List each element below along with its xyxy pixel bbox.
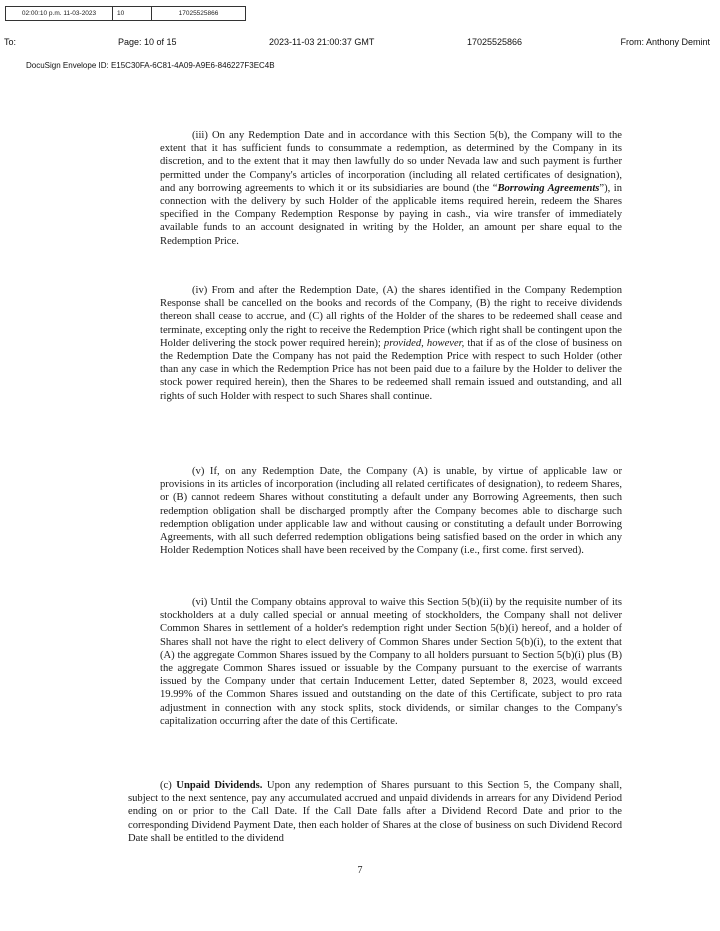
fax-timestamp: 2023-11-03 21:00:37 GMT bbox=[269, 37, 375, 47]
defined-term-borrowing-agreements: Borrowing Agreements bbox=[497, 182, 600, 194]
paragraph-iii: (iii) On any Redemption Date and in accordance with this Section 5(b), the Company will to the extent that it has sufficient funds to consummate a redemption, as determined by the Company in its discretion, and to the extent that it may then lawfully do so under Nevada law and such payment is further permitted under the Company's articles of incorporation (including all related certificates of designation), and any borrowing agreements to which it or its subsidiaries are bound (the “Borrowing Agreements”), in connection with the delivery by such Holder of the applicable items required herein, redeem the Shares specified in the Company Redemption Response by paying in cash., via wire transfer of immediately available funds to an account designated in writing by the Holder, an amount per share equal to the Redemption Price. bbox=[160, 130, 622, 247]
page-number: 7 bbox=[357, 865, 363, 876]
paragraph-v: (v) If, on any Redemption Date, the Company (A) is unable, by virtue of applicable law or provisions in its articles of incorporation (including all related certificates of designation), to redeem Shares, or (B) cannot redeem Shares without constituting a default under any Borrowing Agreements, then such redemption obligation shall be discharged promptly after the Company becomes able to discharge such redemption obligation under applicable law and without causing or constituting a default under Borrowing Agreements, with all such deferred redemption obligations being satisfied based on the order in which any Holder Redemption Notices shall have been received by the Company (i.e., first come. first served). bbox=[160, 466, 622, 557]
fax-number: 17025525866 bbox=[178, 10, 219, 17]
docusign-envelope-id: DocuSign Envelope ID: E15C30FA-6C81-4A09-A9E6-846227F3EC4B bbox=[26, 61, 275, 70]
fax-page-number: 10 bbox=[113, 7, 152, 20]
section-heading: Unpaid Dividends. bbox=[176, 780, 263, 791]
fax-page-of: Page: 10 of 15 bbox=[118, 37, 177, 47]
paragraph-iv: (iv) From and after the Redemption Date, (A) the shares identified in the Company Redemption Response shall be cancelled on the books and records of the Company, (B) the right to receive dividends thereon shall cease to accrue, and (C) all rights of the Holder of the shares to be redeemed shall cease and terminate, excepting only the right to receive the Redemption Price (which right shall be contingent upon the Holder delivering the stock power required herein); provided, however, that if as of the close of business on the Redemption Date the Company has not paid the Redemption Price with respect to such Holder (other than any case in which the Redemption Price has not been paid due to a failure by the Holder to deliver the stock power required herein), then the Shares to be redeemed shall remain issued and outstanding, and all rights of such Holder with respect to such Shares shall continue. bbox=[160, 285, 623, 402]
fax-from: From: Anthony Demint bbox=[620, 37, 710, 47]
paragraph-vi: (vi) Until the Company obtains approval to waive this Section 5(b)(ii) by the requisite number of its stockholders at a duly called special or annual meeting of stockholders, the Company shall not deliver Common Shares in settlement of a holder's redemption right under Section 5(b)(i) hereof, and a holder of Shares shall not have the right to elect delivery of Common Shares under Section 5(b)(i), to the extent that (A) the aggregate Common Shares issued by the Company to all holders pursuant to Section 5(b)(i) plus (B) the aggregate Common Shares issued or issuable by the Company pursuant to the exercise of warrants issued by the Company under that certain Inducement Letter, dated September 8, 2023, would exceed 19.99% of the Common Shares issued and outstanding on the date of this Certificate, subject to pro rata adjustment in connection with any stock splits, stock dividends, or similar changes to the Company's capitalization occurring after the date of this Certificate. bbox=[160, 597, 622, 727]
fax-time-date: 02:00:10 p.m. 11-03-2023 bbox=[6, 7, 113, 20]
fax-to: To: bbox=[4, 37, 17, 47]
fax-sender-number: 17025525866 bbox=[467, 37, 523, 47]
fax-header-box bbox=[5, 6, 246, 21]
provided-however: provided, however, bbox=[383, 337, 465, 349]
section-c-unpaid-dividends: (c) Unpaid Dividends. Upon any redemption of Shares pursuant to this Section 5, the Company shall, subject to the next sentence, pay any accumulated accrued and unpaid dividends in arrears for any Dividend Period ending on or prior to the Call Date. If the Call Date falls after a Dividend Record Date and prior to the corresponding Dividend Payment Date, then each holder of Shares at the close of business on such Dividend Record Date shall be entitled to the dividend bbox=[128, 780, 622, 844]
